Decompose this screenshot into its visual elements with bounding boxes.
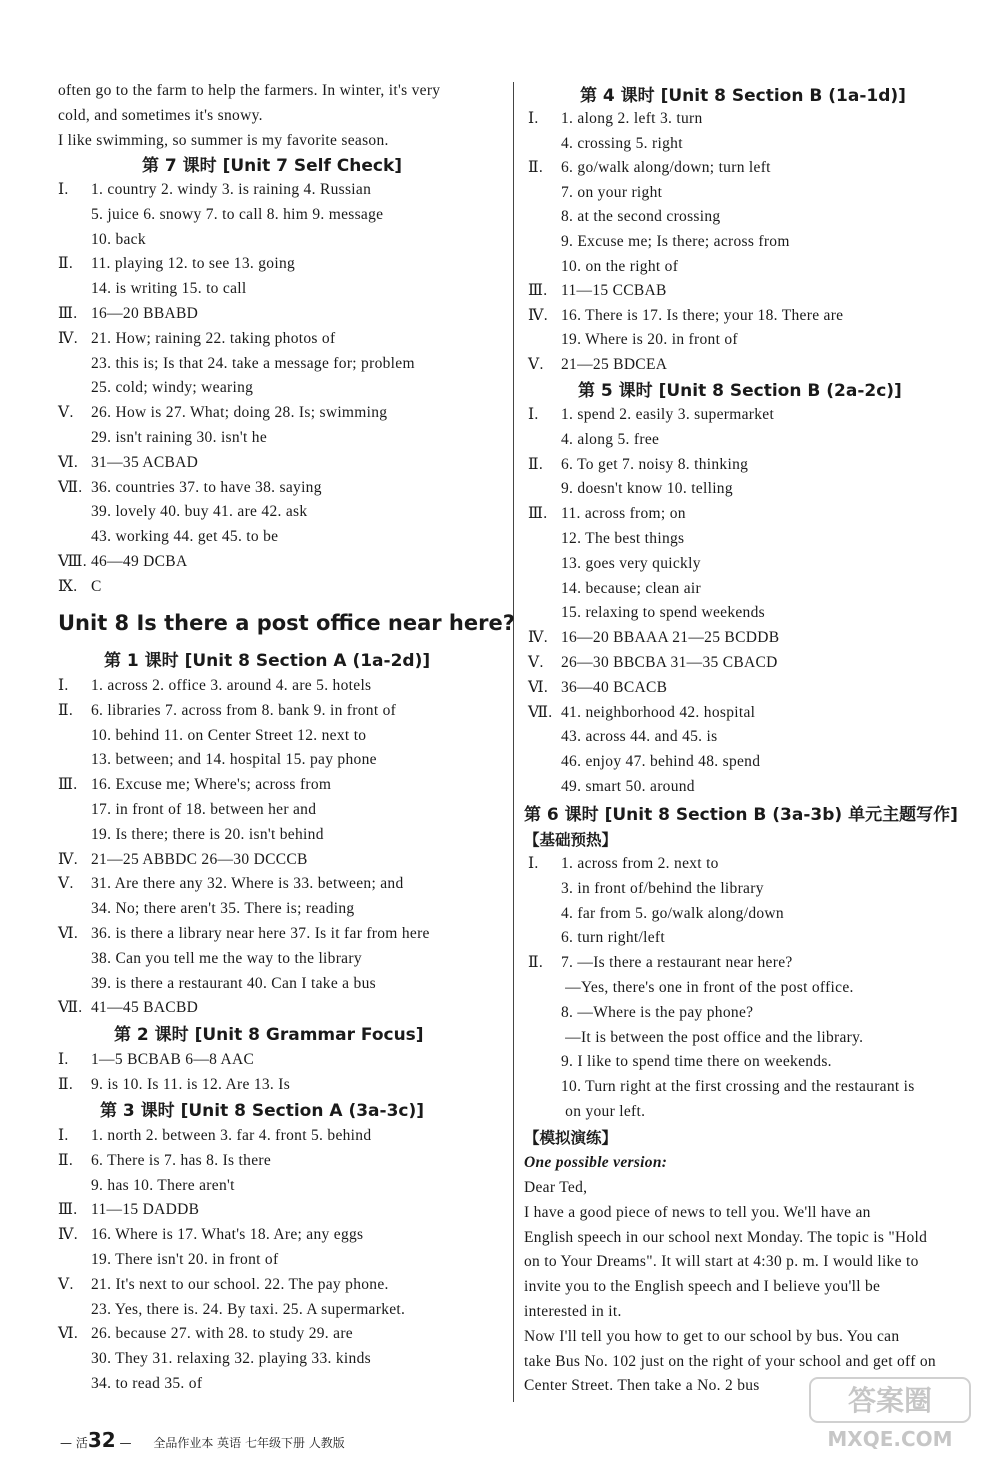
answer-row [58,850,308,870]
roman-numeral: Ⅰ. [58,1051,69,1068]
answer-row [528,281,667,301]
answer-text: 41. neighborhood 42. hospital [561,703,756,721]
answer-text: 16. Where is 17. What's 18. Are; any eggs [91,1226,364,1244]
lesson-heading: 第 2 课时 [Unit 8 Grammar Focus] [114,1025,424,1045]
answer-text: 16—20 BBABD [91,305,199,322]
answer-text: 10. on the right of [561,257,679,275]
roman-numeral: Ⅲ. [58,1201,78,1219]
letter-line: English speech in our school next Monday. The topic is "Hold [524,1228,928,1246]
roman-numeral: Ⅰ. [528,110,539,127]
answer-text: 6. go/walk along/down; turn left [561,159,771,177]
answer-text: 1. north 2. between 3. far 4. front 5. behind [91,1127,372,1144]
answer-row [528,879,764,899]
answer-text: 8. —Where is the pay phone? [561,1003,754,1021]
roman-numeral: Ⅰ. [528,855,539,872]
answer-text: 11. playing 12. to see 13. going [91,255,296,273]
letter-line: I have a good piece of news to tell you. We'll have an [524,1203,871,1221]
roman-numeral: Ⅲ. [58,776,78,794]
roman-numeral: Ⅴ. [58,404,74,422]
roman-numeral: Ⅵ. [58,453,79,471]
roman-numeral: Ⅷ. [58,553,87,570]
answer-text: —Yes, there's one in front of the post office. [561,979,854,996]
answer-row [528,1052,832,1072]
answer-row [528,678,667,698]
answer-text: 3. in front of/behind the library [561,879,764,897]
column-divider [513,82,514,1402]
answer-text: 25. cold; windy; wearing [91,379,254,397]
answer-text: —It is between the post office and the library. [561,1028,864,1046]
answer-text: 10. back [91,230,146,248]
unit-title: Unit 8 Is there a post office near here? [58,611,515,635]
answer-row [528,777,695,797]
answer-row [528,207,720,227]
answer-row [58,403,387,423]
answer-text: 34. to read 35. of [91,1375,203,1392]
answer-text: 9. I like to spend time there on weekends. [561,1053,832,1071]
roman-numeral: Ⅰ. [528,406,539,423]
roman-numeral: Ⅱ. [58,255,74,273]
lesson-heading: 第 7 课时 [Unit 7 Self Check] [142,156,403,176]
answer-row [528,752,760,772]
watermark-logo [790,1370,990,1455]
roman-numeral: Ⅲ. [528,282,548,300]
answer-text: 1. along 2. left 3. turn [561,110,703,127]
answer-text: 13. between; and 14. hospital 15. pay phone [91,751,377,769]
answer-text: 10. Turn right at the first crossing and the restaurant is [561,1078,915,1096]
answer-text: 49. smart 50. around [561,778,695,795]
answer-text: 21. How; raining 22. taking photos of [91,329,336,347]
answer-row [58,1349,371,1369]
answer-text: 1. across from 2. next to [561,855,719,872]
answer-row [58,1250,278,1270]
answer-text: 6. turn right/left [561,929,665,947]
letter-line: Dear Ted, [524,1179,588,1196]
answer-text: 6. There is 7. has 8. Is there [91,1151,272,1169]
roman-numeral: Ⅱ. [528,159,544,177]
answer-row [528,727,717,747]
answer-row [58,577,102,597]
watermark-url: MXQE.COM [827,1427,953,1451]
answer-row [58,354,415,374]
answer-text: 23. Yes, there is. 24. By taxi. 25. A supermarket. [91,1300,406,1318]
answer-row [58,1200,199,1220]
roman-numeral: Ⅶ. [58,999,83,1017]
letter-line: Center Street. Then take a No. 2 bus [524,1377,760,1395]
answer-row [528,854,719,874]
roman-numeral: Ⅰ. [58,181,69,198]
roman-numeral: Ⅰ. [58,1127,69,1144]
roman-numeral: Ⅸ. [58,577,78,595]
answer-row [528,330,738,350]
answer-text: 4. far from 5. go/walk along/down [561,904,784,922]
answer-text: 1. country 2. windy 3. is raining 4. Russian [91,181,372,198]
answer-row [528,904,784,924]
answer-text: 16. Excuse me; Where's; across from [91,776,332,794]
answer-text: 26—30 BBCBA 31—35 CBACD [561,654,778,671]
answer-text: 5. juice 6. snowy 7. to call 8. him 9. message [91,205,384,223]
answer-row [58,726,366,746]
answer-row [528,1003,753,1023]
answer-row [528,405,774,425]
answer-text: 9. has 10. There aren't [91,1176,235,1194]
page-number: 32 [87,1428,116,1452]
answer-text: 1. spend 2. easily 3. supermarket [561,406,775,423]
answer-text: 39. lovely 40. buy 41. are 42. ask [91,503,308,521]
roman-numeral: Ⅳ. [528,629,548,647]
answer-text: 11. across from; on [561,505,686,523]
answer-row [58,1075,290,1095]
answer-row [58,478,322,498]
footer-dash: — [115,1436,136,1450]
answer-row [528,134,683,154]
answer-row [58,974,376,994]
answer-text: 21. It's next to our school. 22. The pay phone. [91,1275,389,1293]
answer-text: 10. behind 11. on Center Street 12. next to [91,726,367,744]
answer-text: 7. —Is there a restaurant near here? [561,954,793,972]
lesson-heading: 第 5 课时 [Unit 8 Section B (2a-2c)] [578,381,902,401]
answer-text: 12. The best things [561,530,685,547]
answer-row [58,1176,235,1196]
roman-numeral: Ⅳ. [528,306,548,324]
answer-text: 16. There is 17. Is there; your 18. There are [561,306,844,324]
answer-row [528,703,755,723]
answer-row [58,254,295,274]
answer-text: 41—45 BACBD [91,999,199,1017]
answer-row [58,949,362,969]
roman-numeral: Ⅱ. [528,954,544,972]
answer-row [58,527,278,547]
roman-numeral: Ⅵ. [58,1325,79,1343]
answer-row [58,1300,405,1320]
answer-text: C [91,577,102,595]
lesson-heading: 第 6 课时 [Unit 8 Section B (3a-3b) 单元主题写作] [524,805,958,825]
answer-row [58,874,404,894]
roman-numeral: Ⅱ. [58,1075,74,1093]
roman-numeral: Ⅴ. [528,654,544,671]
answer-row [528,109,703,129]
answer-text: 7. on your right [561,183,663,201]
roman-numeral: Ⅴ. [528,356,544,373]
roman-numeral: Ⅳ. [58,329,78,347]
page-footer [60,1428,345,1452]
answer-row [58,1050,254,1070]
answer-row [58,676,371,696]
answer-text: 36—40 BCACB [561,678,668,696]
warmup-tag: 【基础预热】 [524,831,618,849]
answer-text: 26. because 27. with 28. to study 29. are [91,1325,353,1343]
practice-tag: 【模拟演练】 [524,1129,618,1147]
intro-line: often go to the farm to help the farmers. In winter, it's very [58,82,441,99]
answer-text: 34. No; there aren't 35. There is; reading [91,900,355,918]
answer-text: 6. To get 7. noisy 8. thinking [561,455,749,473]
answer-row [58,750,377,770]
answer-text: 17. in front of 18. between her and [91,801,317,818]
answer-row [58,552,187,572]
answer-text: 19. There isn't 20. in front of [91,1251,279,1268]
answer-row [58,701,396,721]
answer-text: 16—20 BBAAA 21—25 BCDDB [561,629,780,647]
answer-row [528,479,733,499]
answer-row [528,504,686,524]
answer-text: 13. goes very quickly [561,554,701,572]
answer-row [528,232,790,252]
roman-numeral: Ⅶ. [528,703,553,721]
answer-row [528,603,765,623]
footer-prefix: — 活 [60,1436,88,1450]
answer-text: 43. working 44. get 45. to be [91,528,279,546]
answer-row [58,924,430,944]
roman-numeral: Ⅱ. [58,1151,74,1169]
roman-numeral: Ⅰ. [58,677,69,694]
answer-text: 26. How is 27. What; doing 28. Is; swimming [91,404,388,422]
letter-line: on to Your Dreams". It will start at 4:30 p. m. I would like to [524,1253,919,1271]
roman-numeral: Ⅵ. [58,925,79,942]
answer-row [58,775,331,795]
answer-row [58,1374,202,1394]
answer-row [528,257,678,277]
lesson-heading: 第 3 课时 [Unit 8 Section A (3a-3c)] [100,1101,425,1121]
answer-text: 39. is there a restaurant 40. Can I take a bus [91,974,376,992]
roman-numeral: Ⅳ. [58,850,78,868]
answer-row [58,1275,389,1295]
answer-row [58,304,198,324]
answer-row [58,1324,353,1344]
answer-row [58,230,146,250]
lesson-heading: 第 4 课时 [Unit 8 Section B (1a-1d)] [580,86,906,106]
answer-row [58,329,335,349]
answer-row [528,628,779,648]
answer-row [528,529,684,549]
lesson-heading: 第 1 课时 [Unit 8 Section A (1a-2d)] [104,651,431,671]
answer-text: 9. doesn't know 10. telling [561,480,733,498]
roman-numeral: Ⅶ. [58,478,83,496]
answer-row [528,158,771,178]
letter-line: take Bus No. 102 just on the right of your school and get off on [524,1352,936,1370]
answer-row [58,378,253,398]
answer-row [58,1151,271,1171]
roman-numeral: Ⅴ. [58,1275,74,1293]
roman-numeral: Ⅳ. [58,1226,78,1244]
answer-row [58,998,198,1018]
answer-row [58,899,354,919]
answer-row [58,1225,363,1245]
roman-numeral: Ⅱ. [58,701,74,719]
answer-text: on your left. [561,1103,646,1120]
answer-row [528,455,748,475]
roman-numeral: Ⅲ. [528,505,548,523]
answer-row [58,502,307,522]
answer-row [528,928,665,948]
answer-row [58,180,371,200]
answer-row [58,279,246,299]
answer-text: 23. this is; Is that 24. take a message for; problem [91,354,415,372]
answer-text: 19. Is there; there is 20. isn't behind [91,825,324,843]
answer-row [528,183,662,203]
answer-text: 31—35 ACBAD [91,453,199,471]
answer-text: 31. Are there any 32. Where is 33. between; and [91,875,404,893]
answer-row [58,205,383,225]
answer-row [58,825,324,845]
answer-text: 6. libraries 7. across from 8. bank 9. in front of [91,701,397,719]
book-info: 全品作业本 英语 七年级下册 人教版 [153,1436,345,1450]
answer-text: 36. is there a library near here 37. Is it far from here [91,925,430,942]
version-label: One possible version: [524,1154,668,1171]
answer-row [528,355,667,375]
answer-text: 14. because; clean air [561,579,701,597]
answer-text: 14. is writing 15. to call [91,280,247,298]
answer-text: 11—15 DADDB [91,1201,200,1219]
intro-line: I like swimming, so summer is my favorite season. [58,132,389,149]
answer-text: 46—49 DCBA [91,553,188,570]
answer-row [528,653,778,673]
answer-row [528,953,793,973]
answer-text: 11—15 CCBAB [561,282,667,300]
answer-text: 1. across 2. office 3. around 4. are 5. hotels [91,677,372,694]
roman-numeral: Ⅵ. [528,678,549,696]
answer-text: 21—25 ABBDC 26—30 DCCCB [91,850,308,868]
answer-text: 46. enjoy 47. behind 48. spend [561,753,761,771]
answer-text: 4. along 5. free [561,430,660,448]
answer-text: 9. is 10. Is 11. is 12. Are 13. Is [91,1075,291,1093]
answer-text: 1—5 BCBAB 6—8 AAC [91,1051,255,1068]
answer-text: 19. Where is 20. in front of [561,331,738,349]
letter-line: interested in it. [524,1303,622,1320]
answer-row [58,428,267,448]
answer-text: 15. relaxing to spend weekends [561,604,765,622]
answer-text: 38. Can you tell me the way to the library [91,949,362,967]
answer-text: 30. They 31. relaxing 32. playing 33. kinds [91,1350,371,1368]
watermark-brand: 答案圈 [847,1384,933,1417]
answer-row [528,579,701,599]
answer-text: 36. countries 37. to have 38. saying [91,478,322,496]
answer-row [528,1028,863,1048]
answer-row [528,306,843,326]
answer-text: 43. across 44. and 45. is [561,728,718,746]
answer-row [528,1102,645,1122]
answer-text: 21—25 BDCEA [561,356,668,373]
answer-row [528,554,701,574]
letter-line: invite you to the English speech and I believe you'll be [524,1278,881,1296]
roman-numeral: Ⅴ. [58,875,74,893]
answer-text: 29. isn't raining 30. isn't he [91,429,268,446]
roman-numeral: Ⅲ. [58,305,78,322]
intro-line: cold, and sometimes it's snowy. [58,107,263,124]
answer-text: 4. crossing 5. right [561,134,683,152]
answer-row [528,430,659,450]
answer-text: 9. Excuse me; Is there; across from [561,233,790,250]
answer-row [58,1126,371,1146]
answer-row [58,453,198,473]
answer-text: 8. at the second crossing [561,208,721,226]
roman-numeral: Ⅱ. [528,455,544,473]
letter-line: Now I'll tell you how to get to our school by bus. You can [524,1327,900,1345]
answer-row [528,1077,915,1097]
answer-row [58,800,316,820]
answer-row [528,978,854,998]
